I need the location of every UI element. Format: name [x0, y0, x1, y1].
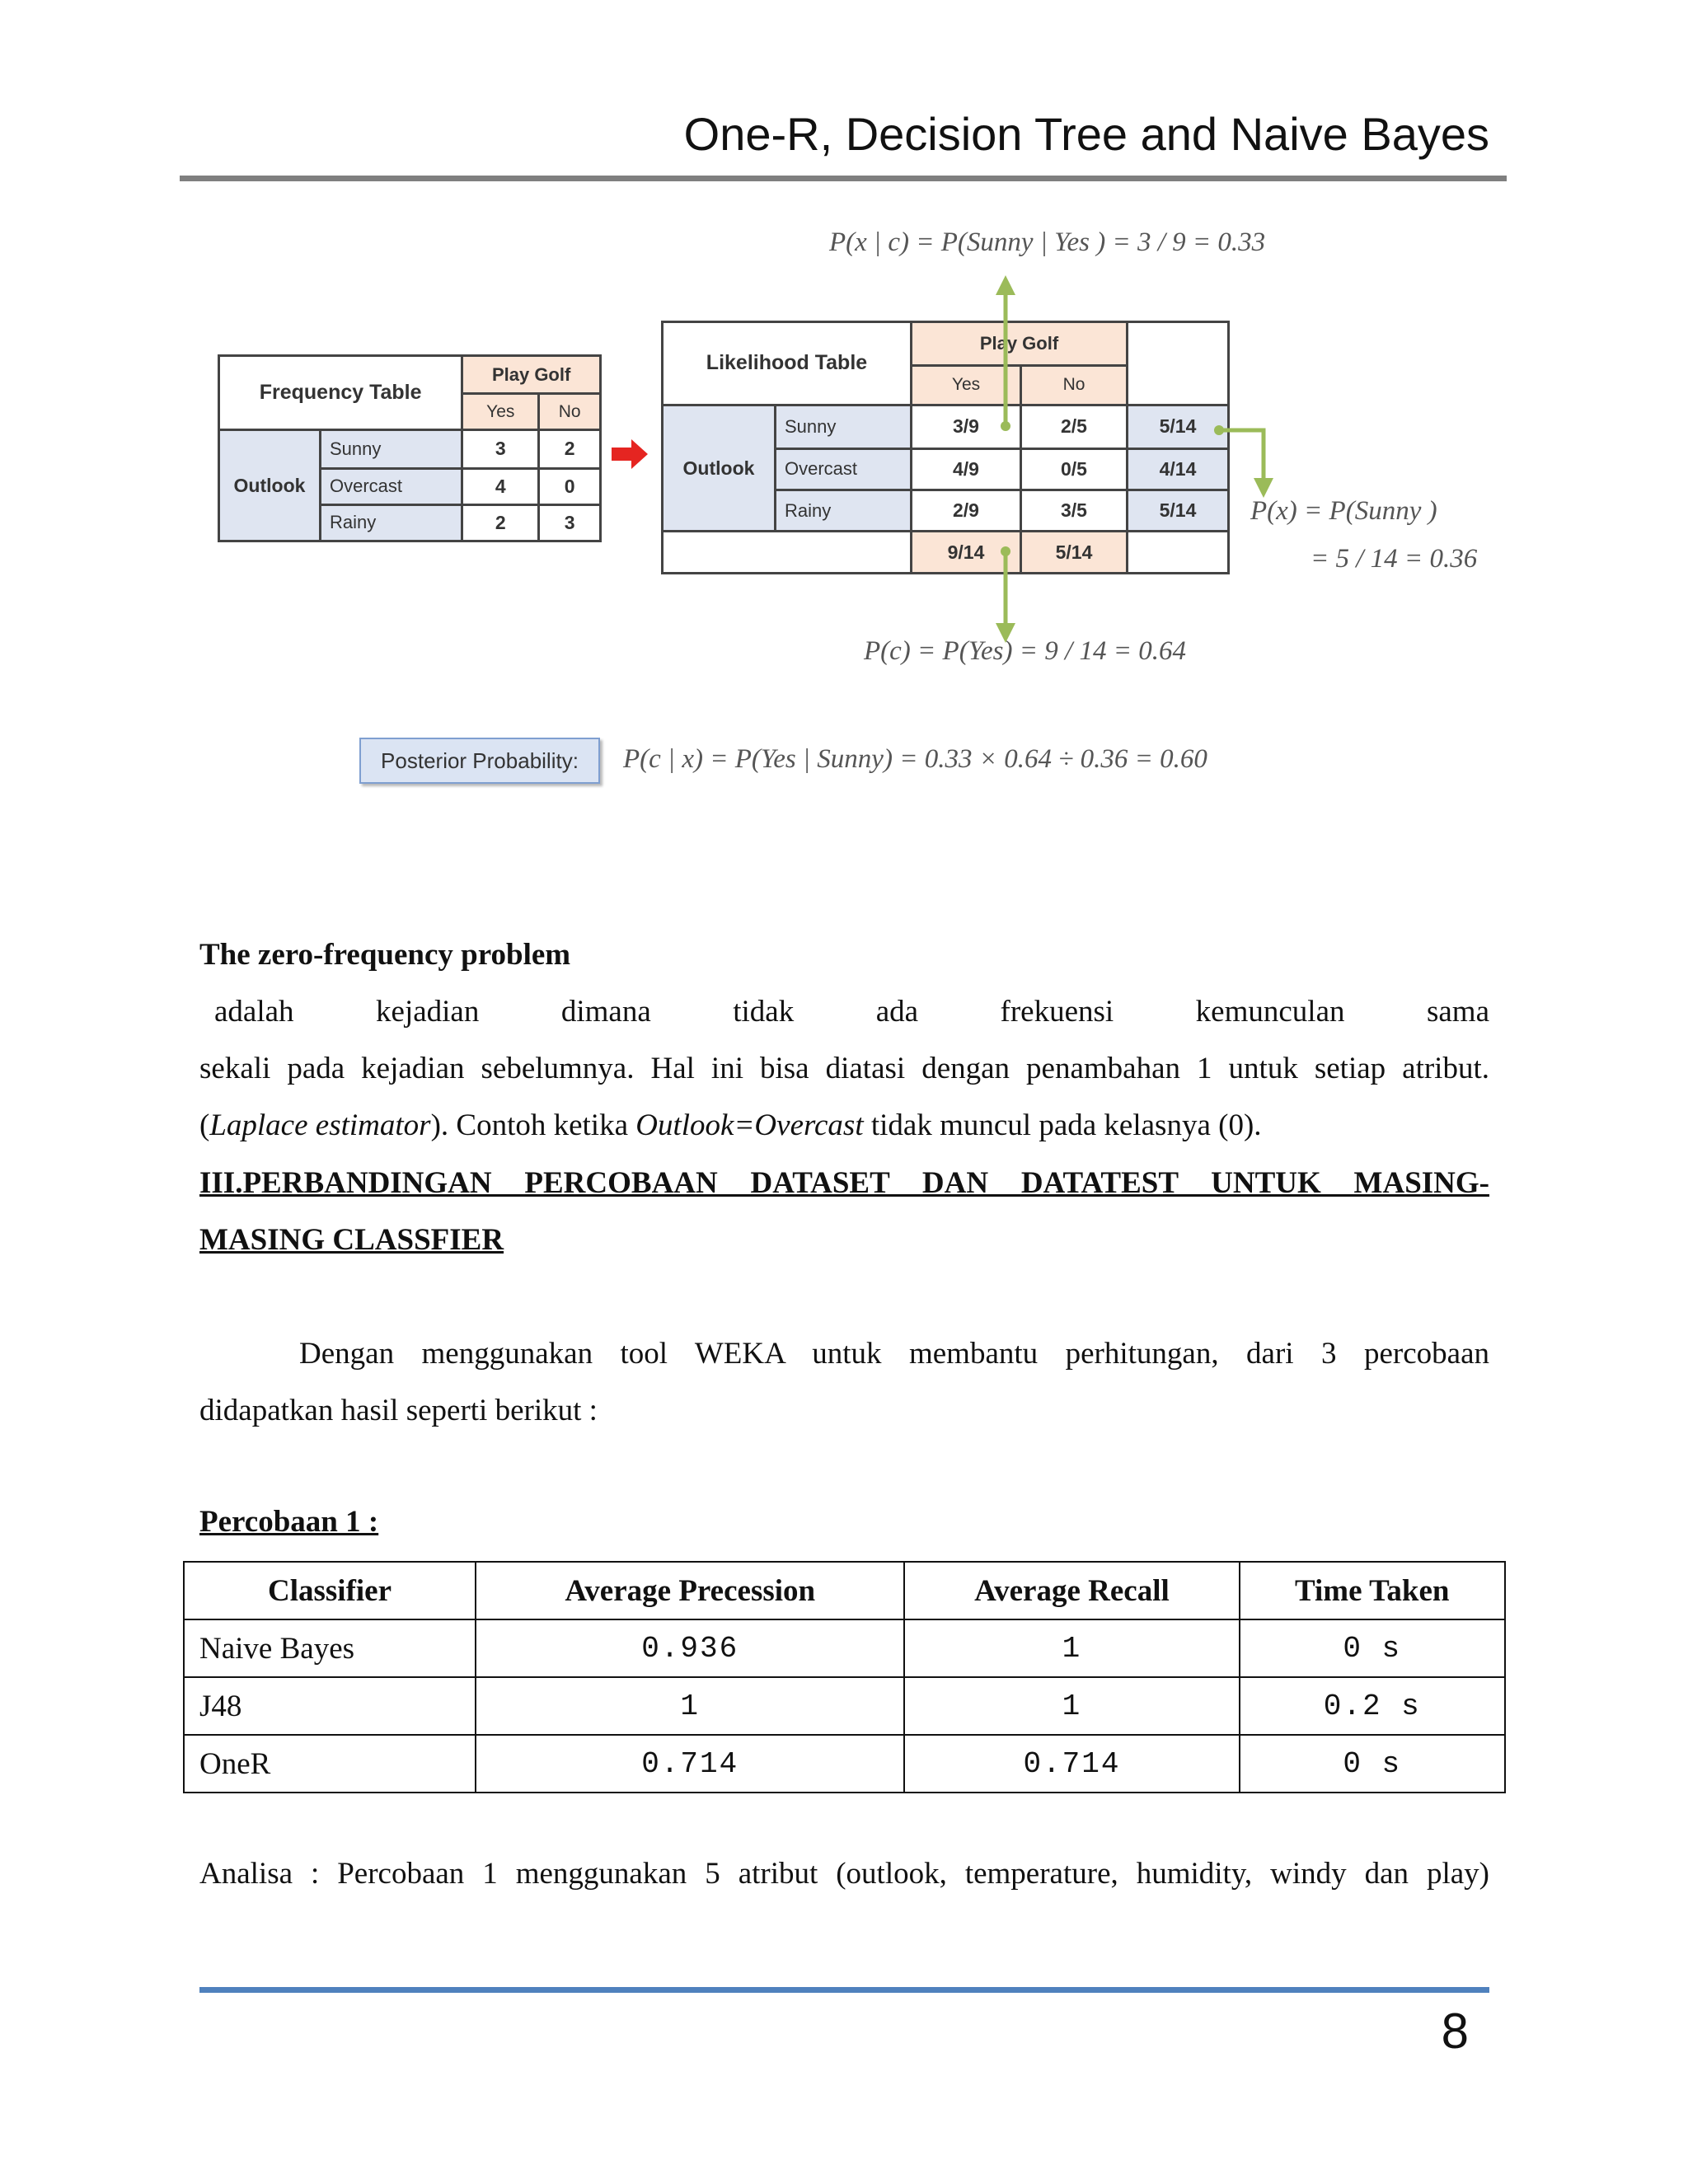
- column-header: Average Precession: [476, 1562, 904, 1619]
- zero-frequency-line2: sekali pada kejadian sebelumnya. Hal ini bisa diatasi dengan penambahan 1 untuk setiap atribut.: [199, 1052, 1489, 1085]
- likelihood-table-title: Likelihood Table: [663, 322, 912, 405]
- zero-frequency-term: The zero-frequency problem: [199, 938, 571, 972]
- likelihood-row-label: Overcast: [776, 448, 912, 490]
- recall-value: 0.714: [904, 1735, 1239, 1793]
- analisa-line: Analisa : Percobaan 1 menggunakan 5 atribut (outlook, temperature, humidity, windy dan play): [199, 1857, 1489, 1891]
- frequency-cell: 2: [462, 504, 539, 541]
- likelihood-total-yes: 9/14: [912, 532, 1021, 574]
- classifier-name: J48: [184, 1677, 476, 1735]
- likelihood-row-label: Rainy: [776, 490, 912, 531]
- footer-divider: [199, 1987, 1489, 1993]
- paragraph-line: [199, 926, 1489, 1040]
- intro-paragraph: [199, 1325, 1489, 1439]
- likelihood-cell: 2/5: [1021, 405, 1128, 448]
- precision-value: 1: [476, 1677, 904, 1735]
- prior-c-formula: P(c) = P(Yes) = 9 / 14 = 0.64: [864, 636, 1186, 666]
- likelihood-cell: 2/9: [912, 490, 1021, 531]
- time-value: 0 s: [1240, 1619, 1505, 1677]
- likelihood-total-cell: 5/14: [1128, 405, 1229, 448]
- table-header-row: [184, 1562, 1505, 1619]
- time-value: 0.2 s: [1240, 1677, 1505, 1735]
- frequency-outlook-label: Outlook: [219, 430, 321, 541]
- frequency-row-label: Sunny: [321, 430, 462, 468]
- posterior-formula: P(c | x) = P(Yes | Sunny) = 0.33 × 0.64 ÷ 0.36 = 0.60: [623, 744, 1207, 774]
- frequency-cell: 0: [539, 468, 601, 504]
- percobaan-1-title: Percobaan 1 :: [199, 1505, 379, 1539]
- frequency-col-no: No: [539, 394, 601, 430]
- section-heading-line2: MASING CLASSFIER: [199, 1223, 504, 1257]
- frequency-play-golf-header: Play Golf: [462, 356, 601, 394]
- likelihood-col-no: No: [1021, 365, 1128, 405]
- likelihood-cell: 0/5: [1021, 448, 1128, 490]
- likelihood-outlook-label: Outlook: [663, 405, 776, 531]
- frequency-table-title: Frequency Table: [219, 356, 462, 430]
- analisa-paragraph: [199, 1845, 1489, 1902]
- zero-frequency-line3: [199, 1097, 1489, 1154]
- column-header: Classifier: [184, 1562, 476, 1619]
- frequency-row-label: Overcast: [321, 468, 462, 504]
- intro-line2: didapatkan hasil seperti berikut :: [199, 1394, 598, 1427]
- precision-value: 0.714: [476, 1735, 904, 1793]
- precision-value: 0.936: [476, 1619, 904, 1677]
- section-heading-line1: III.PERBANDINGAN PERCOBAAN DATASET DAN DATATEST UNTUK MASING-: [199, 1166, 1489, 1200]
- frequency-col-yes: Yes: [462, 394, 539, 430]
- laplace-estimator-term: Laplace estimator: [209, 1108, 431, 1142]
- likelihood-total-no: 5/14: [1021, 532, 1128, 574]
- frequency-cell: 3: [539, 504, 601, 541]
- table-row: [184, 1619, 1505, 1677]
- likelihood-cell: 3/9: [912, 405, 1021, 448]
- text-fragment: tidak muncul pada kelasnya (0).: [863, 1108, 1262, 1142]
- table-row: [184, 1677, 1505, 1735]
- zero-frequency-line1-text: adalah kejadian dimana tidak ada frekuensi kemunculan sama: [214, 995, 1489, 1029]
- text-fragment: ). Contoh ketika: [430, 1108, 636, 1142]
- recall-value: 1: [904, 1677, 1239, 1735]
- likelihood-col-yes: Yes: [912, 365, 1021, 405]
- classifier-name: Naive Bayes: [184, 1619, 476, 1677]
- percobaan-1-table: [183, 1561, 1506, 1793]
- column-header: Average Recall: [904, 1562, 1239, 1619]
- frequency-cell: 2: [539, 430, 601, 468]
- likelihood-total-cell: 5/14: [1128, 490, 1229, 531]
- likelihood-cell: 3/5: [1021, 490, 1128, 531]
- likelihood-cell: 4/9: [912, 448, 1021, 490]
- outlook-overcast-term: Outlook=Overcast: [635, 1108, 864, 1142]
- green-connector-arrows-icon: [0, 0, 1688, 824]
- section-heading: [199, 1155, 1489, 1268]
- prior-x-formula-line2: = 5 / 14 = 0.36: [1311, 544, 1478, 574]
- classifier-name: OneR: [184, 1735, 476, 1793]
- frequency-cell: 3: [462, 430, 539, 468]
- table-row: [184, 1735, 1505, 1793]
- page-header-title: One-R, Decision Tree and Naive Bayes: [683, 108, 1489, 160]
- paragraph-line-rest: [214, 983, 1489, 1040]
- likelihood-total-cell: 4/14: [1128, 448, 1229, 490]
- time-value: 0 s: [1240, 1735, 1505, 1793]
- column-header: Time Taken: [1240, 1562, 1505, 1619]
- page-number: 8: [1441, 2004, 1469, 2059]
- zero-frequency-paragraph: [199, 926, 1489, 1154]
- frequency-row-label: Rainy: [321, 504, 462, 541]
- frequency-cell: 4: [462, 468, 539, 504]
- posterior-probability-label: Posterior Probability:: [359, 738, 600, 784]
- likelihood-formula: P(x | c) = P(Sunny | Yes ) = 3 / 9 = 0.33: [829, 227, 1266, 257]
- likelihood-row-label: Sunny: [776, 405, 912, 448]
- intro-line1: Dengan menggunakan tool WEKA untuk membantu perhitungan, dari 3 percobaan: [299, 1337, 1489, 1371]
- likelihood-play-golf-header: Play Golf: [912, 322, 1128, 366]
- prior-x-formula-line1: P(x) = P(Sunny ): [1250, 496, 1437, 526]
- recall-value: 1: [904, 1619, 1239, 1677]
- text-fragment: (: [199, 1108, 210, 1142]
- naive-bayes-figure: [0, 0, 1688, 824]
